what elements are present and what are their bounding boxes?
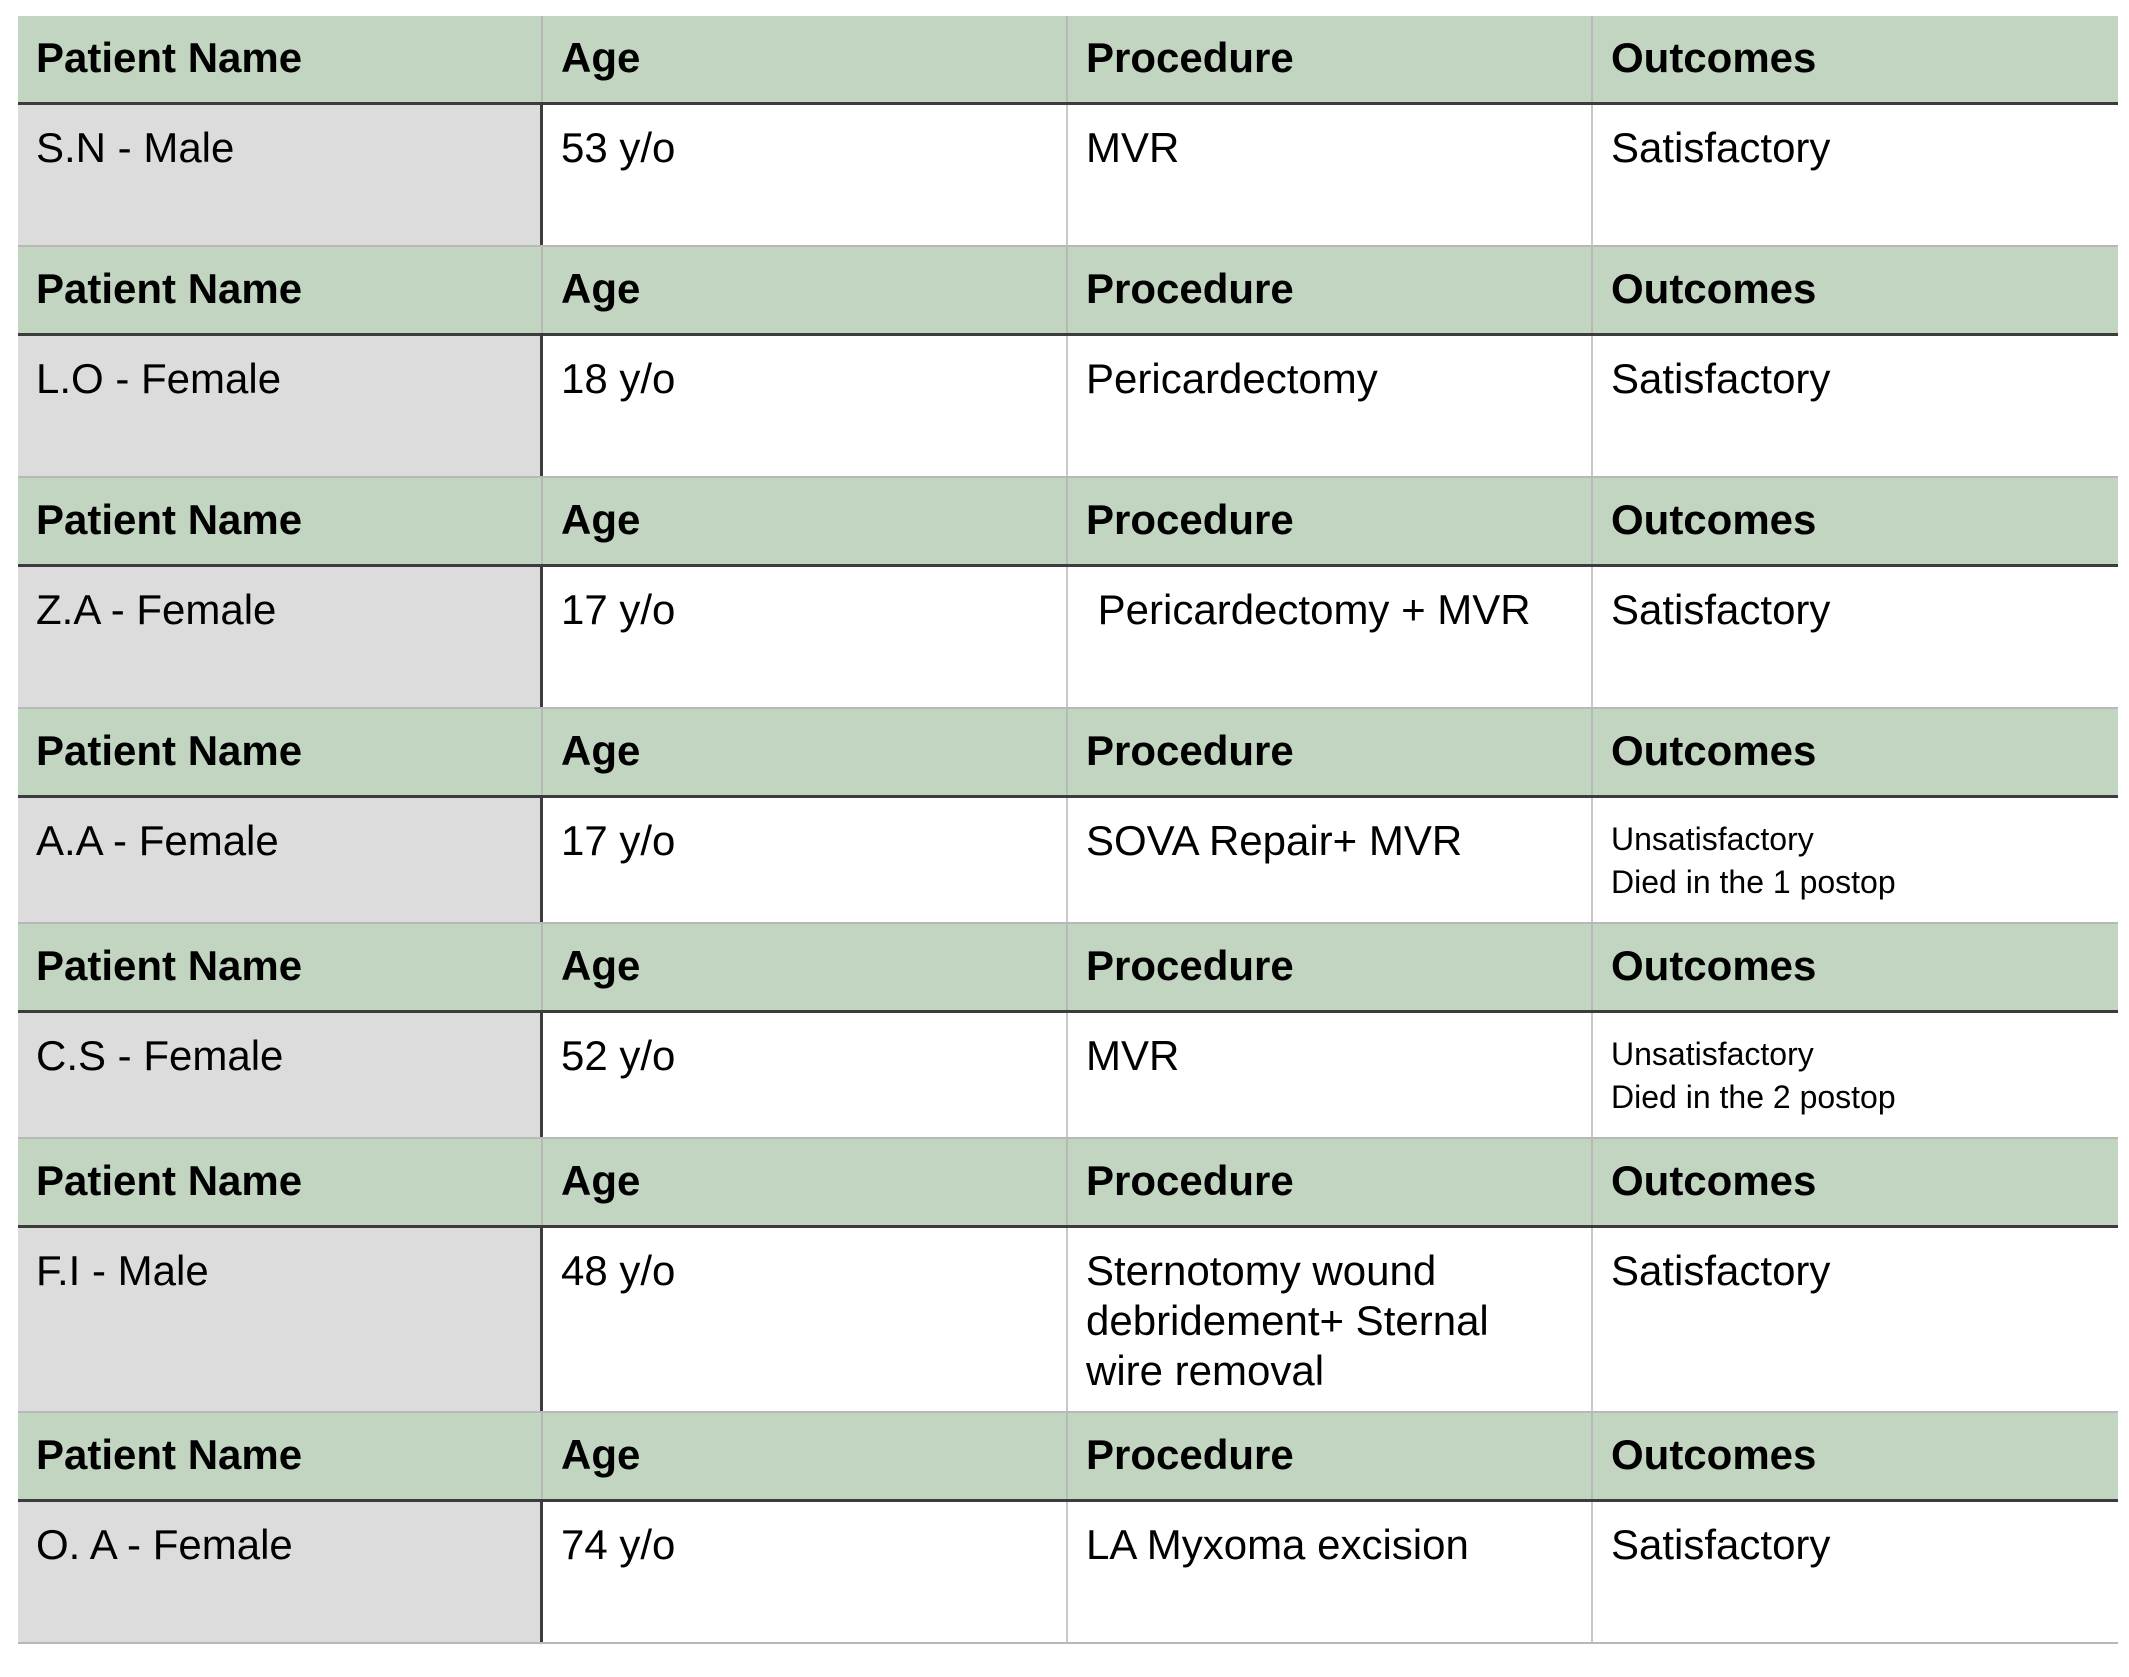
age-cell: 17 y/o — [543, 798, 1068, 922]
header-age: Age — [543, 924, 1068, 1010]
header-patient-name: Patient Name — [18, 478, 543, 564]
age-cell: 17 y/o — [543, 567, 1068, 707]
outcome-cell — [1593, 798, 2118, 922]
header-patient-name: Patient Name — [18, 924, 543, 1010]
procedure-cell: Pericardectomy + MVR — [1068, 567, 1593, 707]
age-cell: 53 y/o — [543, 105, 1068, 245]
outcome-cell: Satisfactory — [1611, 1521, 1831, 1568]
patient-name-cell: F.I - Male — [18, 1228, 543, 1411]
patient-name-cell: O. A - Female — [18, 1502, 543, 1642]
header-age: Age — [543, 16, 1068, 102]
patient-row — [18, 105, 2118, 245]
header-outcomes: Outcomes — [1611, 34, 1817, 81]
header-patient-name: Patient Name — [18, 709, 543, 795]
header-row — [18, 1139, 2118, 1228]
patient-row — [18, 1502, 2118, 1642]
header-age: Age — [543, 1413, 1068, 1499]
header-patient-name: Patient Name — [18, 1413, 543, 1499]
patient-block — [18, 16, 2118, 247]
patient-row — [18, 336, 2118, 476]
header-age: Age — [543, 247, 1068, 333]
procedure-cell: Pericardectomy — [1068, 336, 1593, 476]
procedure-cell: Sternotomy wound debridement+ Sternal wire removal — [1068, 1228, 1593, 1411]
patient-row — [18, 1228, 2118, 1411]
header-outcomes: Outcomes — [1611, 1431, 1817, 1478]
outcome-cell — [1593, 1013, 2118, 1137]
header-outcomes: Outcomes — [1611, 496, 1817, 543]
outcome-note: Died in the 2 postop — [1611, 1079, 1896, 1115]
outcome-status: Unsatisfactory — [1611, 821, 1814, 857]
age-cell: 52 y/o — [543, 1013, 1068, 1137]
header-procedure: Procedure — [1068, 478, 1593, 564]
header-row — [18, 16, 2118, 105]
outcome-status: Unsatisfactory — [1611, 1036, 1814, 1072]
patient-name-cell: C.S - Female — [18, 1013, 543, 1137]
header-procedure: Procedure — [1068, 247, 1593, 333]
header-row — [18, 247, 2118, 336]
patient-row — [18, 1013, 2118, 1137]
procedure-cell: LA Myxoma excision — [1068, 1502, 1593, 1642]
header-outcomes: Outcomes — [1611, 265, 1817, 312]
age-cell: 74 y/o — [543, 1502, 1068, 1642]
procedure-cell: SOVA Repair+ MVR — [1068, 798, 1593, 922]
patient-block — [18, 709, 2118, 924]
header-row — [18, 1413, 2118, 1502]
patient-block — [18, 1139, 2118, 1413]
outcome-cell: Satisfactory — [1611, 355, 1831, 402]
header-row — [18, 709, 2118, 798]
header-age: Age — [543, 1139, 1068, 1225]
header-patient-name: Patient Name — [18, 1139, 543, 1225]
patient-outcomes-table — [18, 16, 2118, 1644]
header-outcomes: Outcomes — [1611, 1157, 1817, 1204]
outcome-note: Died in the 1 postop — [1611, 864, 1896, 900]
age-cell: 18 y/o — [543, 336, 1068, 476]
patient-name-cell: S.N - Male — [18, 105, 543, 245]
patient-name-cell: Z.A - Female — [18, 567, 543, 707]
patient-block — [18, 247, 2118, 478]
header-age: Age — [543, 478, 1068, 564]
patient-name-cell: A.A - Female — [18, 798, 543, 922]
outcome-cell: Satisfactory — [1611, 586, 1831, 633]
outcome-cell: Satisfactory — [1611, 1247, 1831, 1294]
header-procedure: Procedure — [1068, 1139, 1593, 1225]
procedure-cell: MVR — [1068, 1013, 1593, 1137]
header-row — [18, 478, 2118, 567]
age-cell: 48 y/o — [543, 1228, 1068, 1411]
header-procedure: Procedure — [1068, 709, 1593, 795]
header-row — [18, 924, 2118, 1013]
header-age: Age — [543, 709, 1068, 795]
header-outcomes: Outcomes — [1611, 727, 1817, 774]
patient-block — [18, 478, 2118, 709]
header-outcomes: Outcomes — [1611, 942, 1817, 989]
patient-row — [18, 567, 2118, 707]
header-procedure: Procedure — [1068, 924, 1593, 1010]
header-patient-name: Patient Name — [18, 16, 543, 102]
outcome-cell: Satisfactory — [1611, 124, 1831, 171]
patient-block — [18, 924, 2118, 1139]
header-patient-name: Patient Name — [18, 247, 543, 333]
header-procedure: Procedure — [1068, 16, 1593, 102]
patient-row — [18, 798, 2118, 922]
patient-name-cell: L.O - Female — [18, 336, 543, 476]
procedure-cell: MVR — [1068, 105, 1593, 245]
patient-block — [18, 1413, 2118, 1644]
header-procedure: Procedure — [1068, 1413, 1593, 1499]
